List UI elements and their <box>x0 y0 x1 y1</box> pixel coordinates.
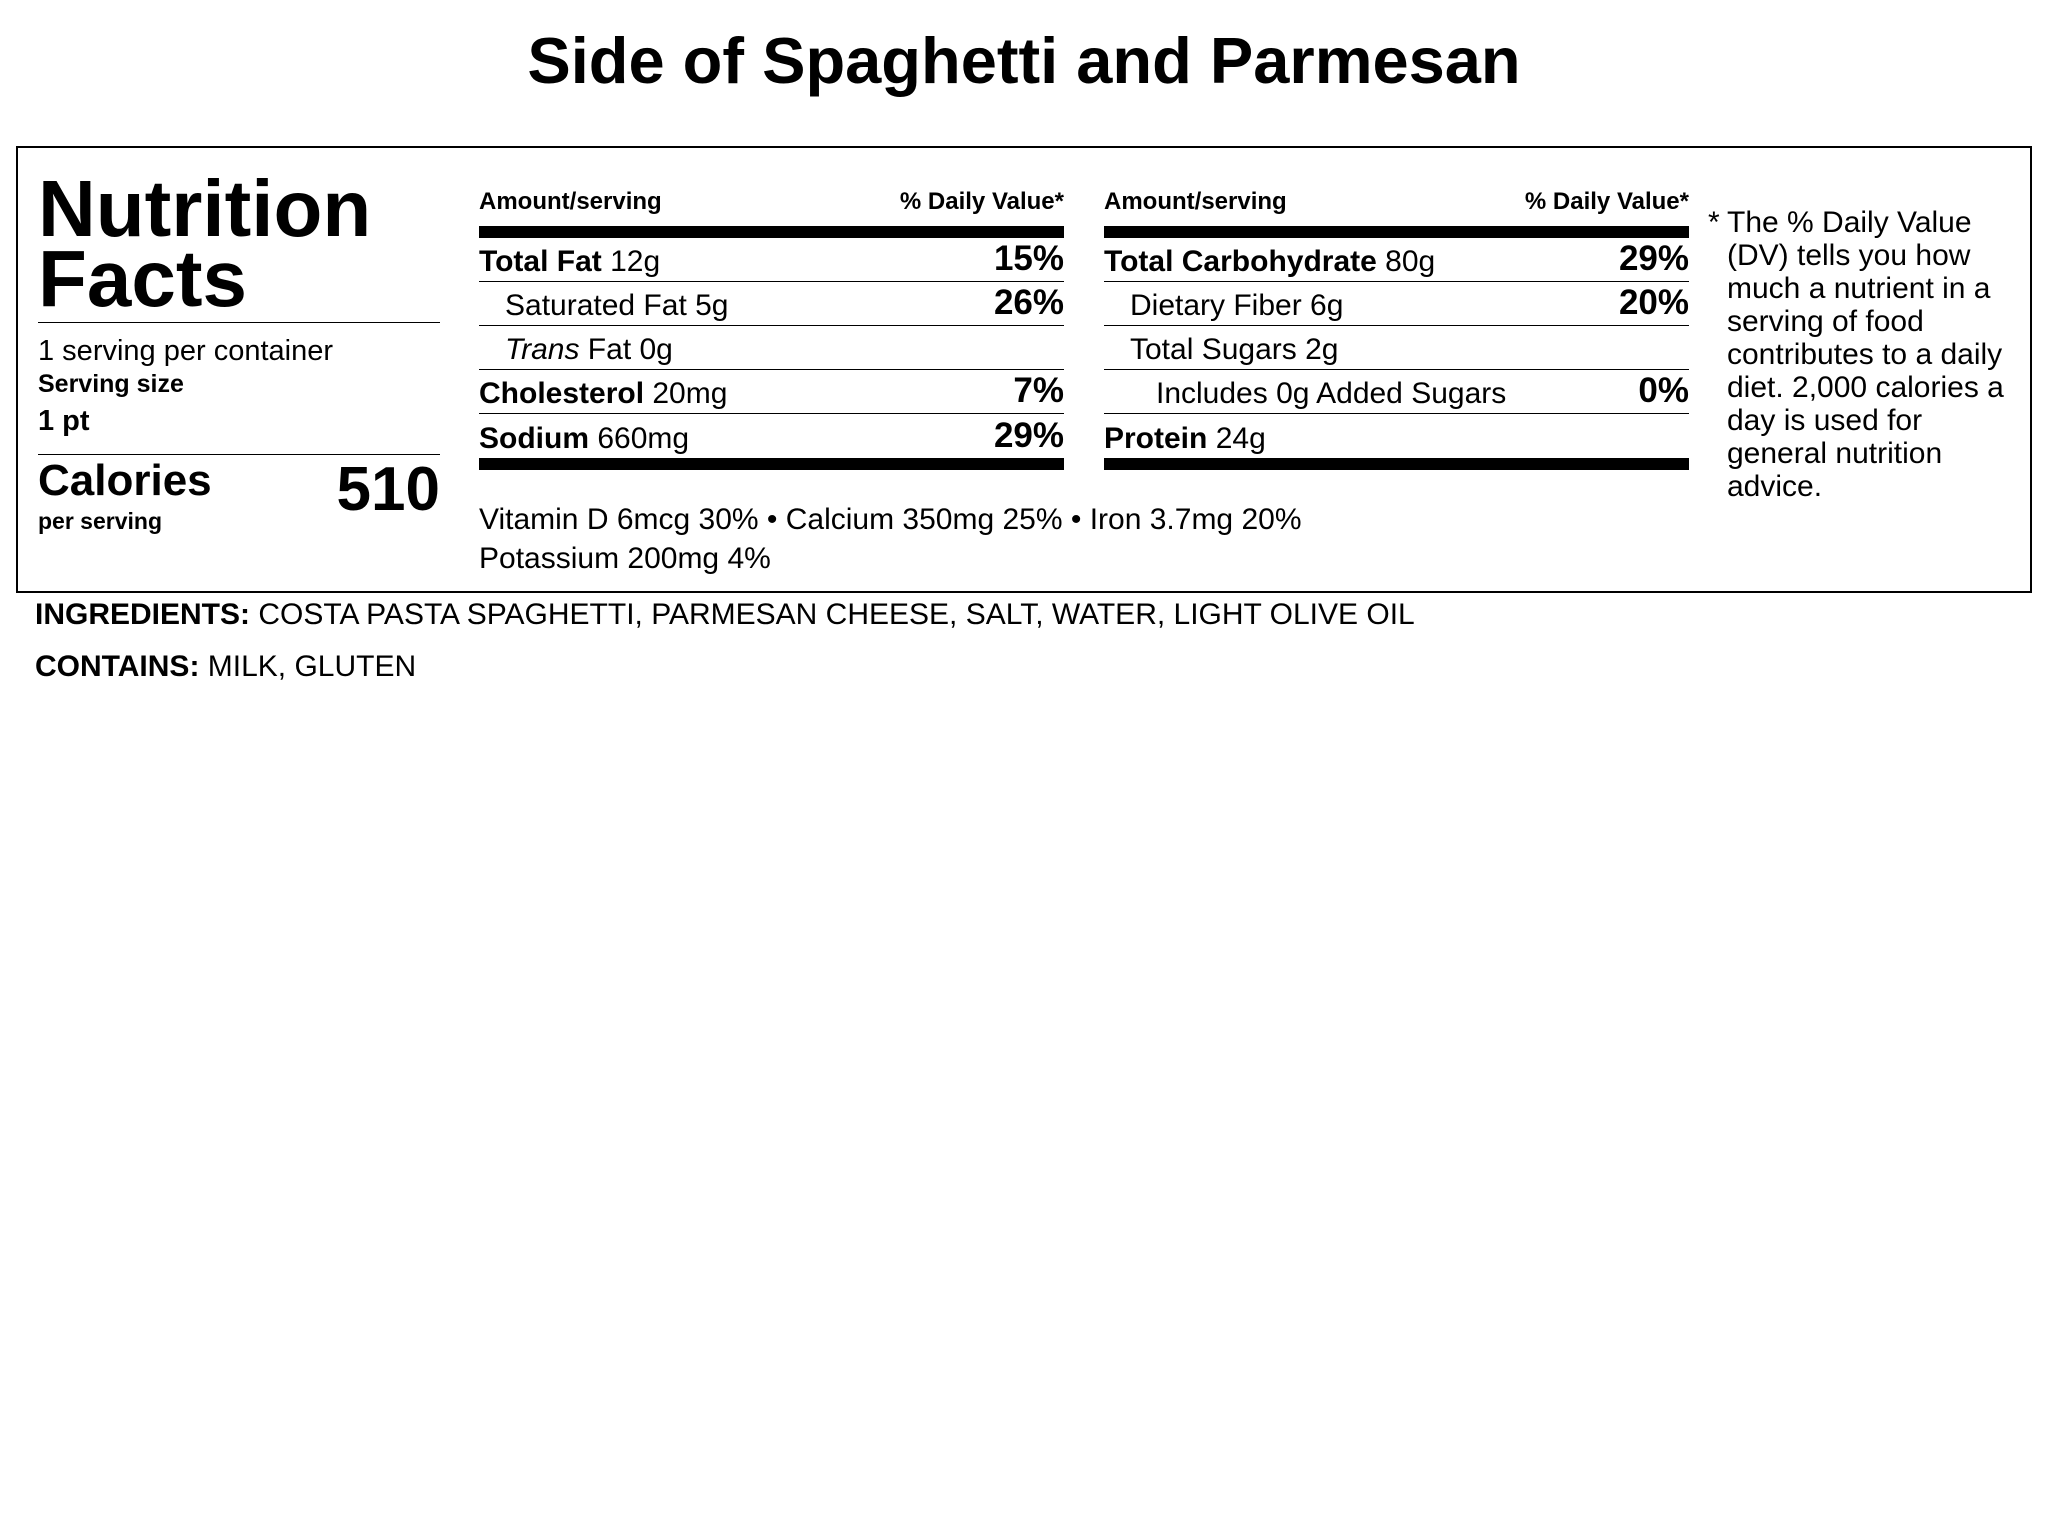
nutrient-amount: 80g <box>1376 245 1436 278</box>
nutrient-row-added-sugars <box>1104 370 1689 414</box>
nutrient-name-bold: Cholesterol <box>479 377 645 410</box>
vitamins-minerals <box>479 500 1302 578</box>
footnote-text: The % Daily Value (DV) tells you how much a nutrient in a serving of food contributes to a daily diet. 2,000 calories a day is used for general nutrition advice. <box>1727 206 2004 503</box>
nutrient-amount: 24g <box>1207 422 1266 455</box>
nutrient-percent: 0% <box>1638 371 1689 410</box>
contains-text: MILK, GLUTEN <box>199 650 417 683</box>
nutrient-name <box>1104 245 1435 279</box>
ingredients-statement <box>35 598 1415 632</box>
thick-divider <box>1104 226 1689 238</box>
nutrient-amount: Fat 0g <box>579 333 673 366</box>
heading-line-1: Nutrition <box>38 164 372 253</box>
nutrient-name-bold: Protein <box>1104 422 1208 455</box>
nutrient-name <box>479 377 727 411</box>
nutrition-facts-heading <box>38 164 372 323</box>
nutrient-name <box>479 422 689 456</box>
nutrient-name <box>479 245 660 279</box>
per-serving-label: per serving <box>38 508 162 534</box>
heading-line-2: Facts <box>38 234 247 323</box>
nutrient-percent: 15% <box>993 239 1064 278</box>
nutrient-row-dietary-fiber <box>1104 282 1689 326</box>
serving-size-value: 1 pt <box>38 405 90 437</box>
nutrient-percent: 26% <box>993 283 1064 322</box>
serving-size-label: Serving size <box>38 370 184 398</box>
amount-header: Amount/serving <box>1104 188 1287 215</box>
nutrient-name-bold: Sodium <box>479 422 589 455</box>
vitamins-line-2: Potassium 200mg 4% <box>479 542 771 575</box>
servings-per-container: 1 serving per container <box>38 335 333 367</box>
nutrient-name: Total Sugars 2g <box>1130 333 1339 366</box>
nutrient-row-sodium <box>479 414 1064 458</box>
nutrient-name: Includes 0g Added Sugars <box>1156 377 1507 410</box>
nutrient-row-total-sugars <box>1104 326 1689 370</box>
contains-label: CONTAINS: <box>35 650 200 683</box>
amount-header: Amount/serving <box>479 188 662 215</box>
nutrient-table-right <box>1104 188 1689 470</box>
nutrient-amount: 12g <box>601 245 661 278</box>
daily-value-header: % Daily Value* <box>1524 188 1689 215</box>
nutrient-name-bold: Total Carbohydrate <box>1104 245 1377 278</box>
nutrient-amount: 20mg <box>644 377 728 410</box>
nutrient-percent: 7% <box>1013 371 1064 410</box>
calories-label: Calories <box>38 456 212 505</box>
page-title: Side of Spaghetti and Parmesan <box>527 24 1521 97</box>
footnote-asterisk: * <box>1708 206 1720 239</box>
vitamins-line-1: Vitamin D 6mcg 30% • Calcium 350mg 25% • Iron 3.7mg 20% <box>479 503 1302 536</box>
nutrient-name-italic: Trans <box>505 333 580 366</box>
divider <box>38 322 440 323</box>
thick-divider <box>479 226 1064 238</box>
nutrient-row-protein <box>1104 414 1689 458</box>
thick-divider <box>479 458 1064 470</box>
nutrient-name: Dietary Fiber 6g <box>1130 289 1344 322</box>
nutrient-amount: 660mg <box>589 422 690 455</box>
nutrient-name-bold: Total Fat <box>479 245 602 278</box>
nutrient-row-saturated-fat <box>479 282 1064 326</box>
nutrient-row-total-fat <box>479 238 1064 282</box>
nutrient-row-trans-fat <box>479 326 1064 370</box>
nutrition-facts-label <box>16 146 2032 593</box>
nutrient-percent: 29% <box>1618 239 1689 278</box>
ingredients-text: COSTA PASTA SPAGHETTI, PARMESAN CHEESE, SALT, WATER, LIGHT OLIVE OIL <box>250 598 1415 631</box>
table-header <box>1104 188 1689 226</box>
daily-value-header: % Daily Value* <box>899 188 1064 215</box>
allergen-statement <box>35 650 416 684</box>
daily-value-footnote <box>1708 206 2008 503</box>
ingredients-label: INGREDIENTS: <box>35 598 251 631</box>
nutrient-row-total-carbohydrate <box>1104 238 1689 282</box>
nutrient-table-left <box>479 188 1064 470</box>
nutrient-percent: 20% <box>1618 283 1689 322</box>
calories-value: 510 <box>336 455 440 524</box>
nutrient-name <box>1104 422 1266 456</box>
thick-divider <box>1104 458 1689 470</box>
nutrient-row-cholesterol <box>479 370 1064 414</box>
nutrient-percent: 29% <box>993 416 1064 455</box>
nutrient-name <box>479 333 673 367</box>
table-header <box>479 188 1064 226</box>
nutrient-name: Saturated Fat 5g <box>505 289 729 322</box>
